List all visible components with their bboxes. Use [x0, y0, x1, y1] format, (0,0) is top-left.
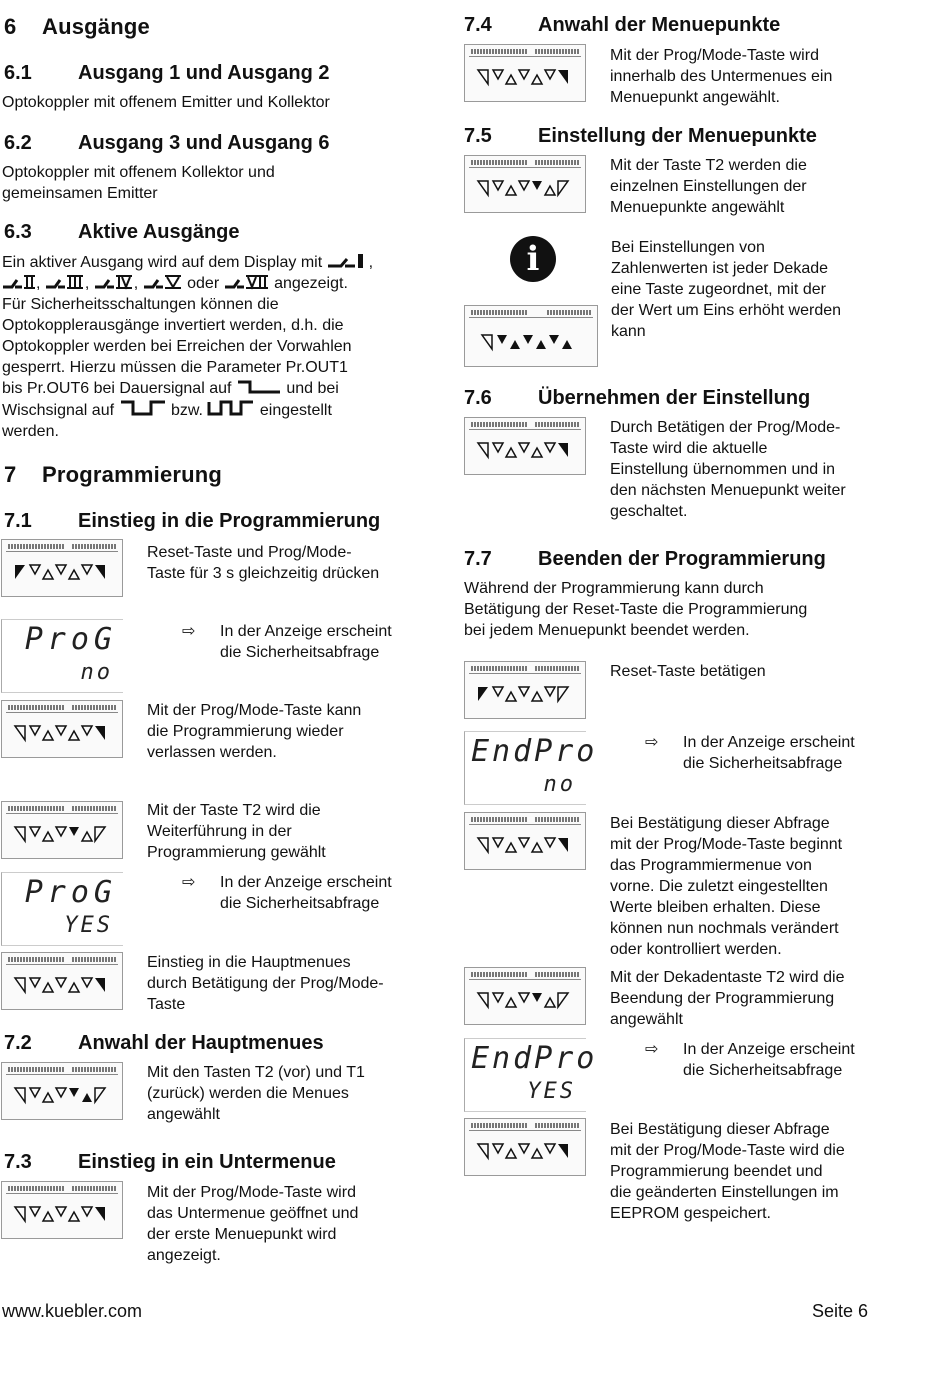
section-6-2-title: 6.2 Ausgang 3 und Ausgang 6: [4, 132, 330, 154]
section-6-1-title: 6.1 Ausgang 1 und Ausgang 2: [4, 62, 330, 84]
keypad-keys-reset: [475, 684, 575, 704]
section-7-4-text: Mit der Prog/Mode-Taste wird innerhalb des Untermenues ein Menuepunkt angewählt.: [610, 47, 833, 106]
section-6-3-text: Ein aktiver Ausgang wird auf dem Display mit , , , , oder angezeigt. Für Sicherheitsschaltungen können die Optokopplerausgänge invertiert werden, d.h. die Optokoppler werden bei Erreichen der Vorwahlen gesperrt. Hierzu müssen die Parameter Pr.OUT1 bis Pr.OUT6 bei Dauersignal auf und bei Wischsignal auf bzw. eingestellt werden.: [2, 254, 374, 440]
section-7-6-title: 7.6 Übernehmen der Einstellung: [464, 387, 811, 409]
section-7-2-title: 7.2 Anwahl der Hauptmenues: [4, 1032, 324, 1054]
keypad-keys-prog: [475, 1141, 575, 1161]
lcd-line-2: no: [80, 660, 113, 685]
output-2-icon: [2, 274, 36, 290]
step-7-1-c: Mit der Prog/Mode-Taste kann die Programmierung wieder verlassen werden.: [147, 702, 362, 761]
lcd-line-2: YES: [64, 913, 113, 938]
arrow-right-icon: ⇨: [182, 874, 196, 891]
keypad-image: [464, 812, 586, 870]
keypad-image: [464, 44, 586, 102]
arrow-right-icon: ⇨: [645, 734, 659, 751]
keypad-keys-t2: [475, 990, 575, 1010]
keypad-image: [464, 1118, 586, 1176]
keypad-keys-prog: [475, 835, 575, 855]
section-6-title: 6 Ausgänge: [4, 14, 150, 39]
keypad-keys-prog: [475, 67, 575, 87]
output-5-icon: [143, 274, 183, 290]
arrow-right-icon: ⇨: [182, 623, 196, 640]
keypad-image: [1, 952, 123, 1010]
output-1-icon: [327, 253, 369, 269]
keypad-image: [464, 661, 586, 719]
keypad-keys-reset-prog: [12, 562, 112, 582]
output-6-icon: [224, 274, 270, 290]
step-7-1-a: Reset-Taste und Prog/Mode- Taste für 3 s gleichzeitig drücken: [147, 544, 380, 582]
lcd-line-2: no: [543, 772, 576, 797]
lcd-line-1: EndPro: [471, 734, 598, 769]
output-3-icon: [45, 274, 85, 290]
section-7-7-intro: Während der Programmierung kann durch Betätigung der Reset-Taste die Programmierung bei jedem Menuepunkt beendet werden.: [464, 580, 808, 639]
keypad-keys-prog: [12, 975, 112, 995]
keypad-image: [1, 539, 123, 597]
section-7-6-text: Durch Betätigen der Prog/Mode- Taste wird die aktuelle Einstellung übernommen und in den nächsten Menuepunkt weiter geschaltet.: [610, 419, 846, 520]
lcd-display: [464, 731, 598, 805]
section-7-1-title: 7.1 Einstieg in die Programmierung: [4, 510, 381, 532]
keypad-image: [464, 417, 586, 475]
section-6-3-title: 6.3 Aktive Ausgänge: [4, 221, 240, 243]
lcd-display: [1, 872, 123, 946]
section-7-7-title: 7.7 Beenden der Programmierung: [464, 548, 826, 570]
section-7-4-title: 7.4 Anwahl der Menuepunkte: [464, 14, 781, 36]
info-note-text: Bei Einstellungen von Zahlenwerten ist jeder Dekade eine Taste zugeordnet, mit der der Wert um Eins erhöht werden kann: [611, 239, 842, 340]
lcd-line-1: EndPro: [471, 1041, 598, 1076]
section-7-5-text: Mit der Taste T2 werden die einzelnen Einstellungen der Menuepunkte angewählt: [610, 157, 807, 216]
keypad-keys-all-decades: [479, 332, 579, 352]
keypad-keys-t1-t2: [12, 1085, 112, 1105]
lcd-line-2: YES: [527, 1079, 576, 1104]
keypad-keys-prog: [475, 440, 575, 460]
keypad-image: [1, 700, 123, 758]
keypad-keys-prog: [12, 723, 112, 743]
step-7-7-a: Reset-Taste betätigen: [610, 663, 766, 680]
section-6-2-text: Optokoppler mit offenem Kollektor und gemeinsamen Emitter: [2, 164, 275, 202]
step-7-1-f: Einstieg in die Hauptmenues durch Betätigung der Prog/Mode- Taste: [147, 954, 384, 1013]
output-4-icon: [94, 274, 134, 290]
keypad-keys-prog: [12, 1204, 112, 1224]
section-7-title: 7 Programmierung: [4, 462, 223, 487]
step-7-1-d: Mit der Taste T2 wird die Weiterführung in der Programmierung gewählt: [147, 802, 326, 861]
section-7-3-text: Mit der Prog/Mode-Taste wird das Untermenue geöffnet und der erste Menuepunkt wird angezeigt.: [147, 1184, 359, 1264]
section-7-3-title: 7.3 Einstieg in ein Untermenue: [4, 1151, 336, 1173]
step-7-7-c: Bei Bestätigung dieser Abfrage mit der Prog/Mode-Taste beginnt das Programmiermenue von vorne. Die zuletzt eingestellten Werte bleiben erhalten. Diese können nun nochmals verändert oder kontrolliert werden.: [610, 815, 843, 958]
lcd-line-1: ProG: [24, 875, 117, 910]
lcd-line-1: ProG: [24, 622, 117, 657]
keypad-image: [1, 1062, 123, 1120]
continuous-signal-icon: [236, 379, 282, 395]
arrow-right-icon: ⇨: [645, 1041, 659, 1058]
step-7-7-d: Mit der Dekadentaste T2 wird die Beendung der Programmierung angewählt: [610, 969, 845, 1028]
keypad-keys-t2: [475, 178, 575, 198]
keypad-image: [464, 967, 586, 1025]
page-number: Seite 6: [812, 1301, 869, 1321]
wipe-signal-inverted-icon: [207, 399, 255, 417]
step-7-7-f: Bei Bestätigung dieser Abfrage mit der Prog/Mode-Taste wird die Programmierung beendet und die geänderten Einstellungen im EEPROM gespeichert.: [610, 1121, 845, 1222]
lcd-display: [464, 1038, 598, 1112]
keypad-image: [1, 1181, 123, 1239]
section-7-5-title: 7.5 Einstellung der Menuepunkte: [464, 125, 817, 147]
wipe-signal-icon: [119, 399, 167, 417]
lcd-display: [1, 619, 123, 693]
keypad-image: [464, 305, 598, 367]
section-7-2-text: Mit den Tasten T2 (vor) und T1 (zurück) werden die Menues angewählt: [147, 1064, 365, 1123]
keypad-image: [464, 155, 586, 213]
keypad-keys-t2: [12, 824, 112, 844]
keypad-image: [1, 801, 123, 859]
info-icon: i: [510, 236, 556, 282]
section-6-1-text: Optokoppler mit offenem Emitter und Kollektor: [2, 94, 330, 111]
footer-url[interactable]: www.kuebler.com: [2, 1301, 143, 1321]
